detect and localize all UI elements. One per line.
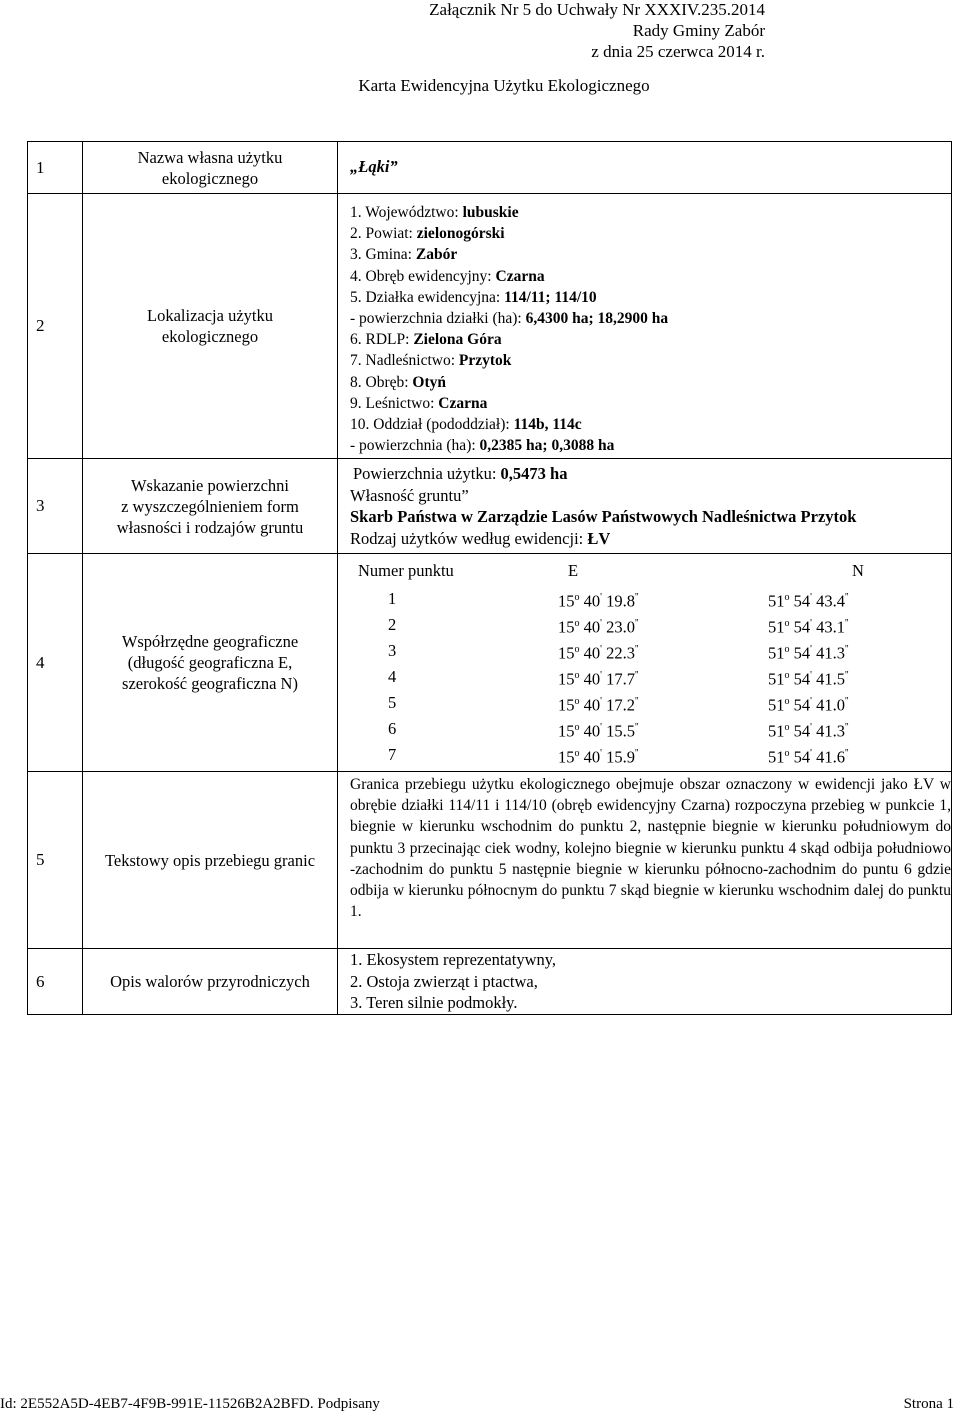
longitude-value: 15$^o$ 40' 23.0'' <box>558 617 639 637</box>
location-item: - powierzchnia (ha): 0,2385 ha; 0,3088 ha <box>350 437 615 455</box>
latitude-value: 51$^o$ 54' 41.0'' <box>768 695 849 715</box>
row-label: Opis walorów przyrodniczych <box>83 949 338 1015</box>
coordinate-row <box>358 716 849 742</box>
coordinates-table <box>358 558 864 584</box>
ownership-value: Skarb Państwa w Zarządzie Lasów Państwowych Nadleśnictwa Przytok <box>350 507 857 526</box>
point-number: 6 <box>388 719 397 739</box>
point-number: 2 <box>388 615 397 635</box>
kind-line: Rodzaj użytków według ewidencji: ŁV <box>350 528 611 548</box>
latitude-value: 51$^o$ 54' 41.3'' <box>768 721 849 741</box>
point-number: 5 <box>388 693 397 713</box>
values-list <box>338 949 952 1015</box>
row-number: 3 <box>28 459 83 554</box>
footer-page: Strona 1 <box>903 1396 954 1412</box>
longitude-value: 15$^o$ 40' 15.9'' <box>558 747 639 767</box>
location-item: 4. Obręb ewidencyjny: Czarna <box>350 267 545 285</box>
coords-header: Numer punktu E N <box>358 561 864 581</box>
longitude-value: 15$^o$ 40' 22.3'' <box>558 643 639 663</box>
header-line-3: z dnia 25 czerwca 2014 r. <box>591 42 765 61</box>
longitude-value: 15$^o$ 40' 17.2'' <box>558 695 639 715</box>
longitude-value: 15$^o$ 40' 19.8'' <box>558 591 639 611</box>
latitude-value: 51$^o$ 54' 41.3'' <box>768 643 849 663</box>
boundary-text: Granica przebiegu użytku ekologicznego obejmuje obszar oznaczony w ewidencji jako ŁV w obrębie działki 114/11 i 114/10 (obręb ewidencyjny Czarna) rozpoczyna przebieg w punkcie 1, biegnie w kierunku wschodnim do punktu 2, następnie biegnie w kierunku południowym do punktu 3 przecinając ciek wodny, kolejno biegnie w kierunku punktu 4 skąd odbija południowo -zachodnim do punktu 5 następnie biegnie w kierunku północno-zachodnim do puntu 6 gdzie odbija w kierunku północnym do punktu 7 skąd biegnie w kierunku wschodnim dalej do punktu 1. <box>338 772 952 949</box>
row-number: 6 <box>28 949 83 1015</box>
location-item: 2. Powiat: zielonogórski <box>350 225 505 243</box>
values-item: 2. Ostoja zwierząt i ptactwa, <box>350 971 538 991</box>
coordinate-row <box>358 586 849 612</box>
coordinate-row <box>358 612 849 638</box>
location-item: 9. Leśnictwo: Czarna <box>350 394 488 412</box>
values-item: 3. Teren silnie podmokły. <box>350 993 518 1013</box>
header-line-2: Rady Gminy Zabór <box>632 21 765 40</box>
latitude-value: 51$^o$ 54' 43.1'' <box>768 617 849 637</box>
coordinate-row <box>358 742 849 768</box>
coordinate-row <box>358 690 849 716</box>
coordinates-cell <box>338 554 952 772</box>
location-list <box>338 194 952 459</box>
coordinates-rows <box>358 586 849 768</box>
location-item: 5. Działka ewidencyjna: 114/11; 114/10 <box>350 288 597 306</box>
footer-id: Id: 2E552A5D-4EB7-4F9B-991E-11526B2A2BFD. Podpisany <box>0 1396 380 1412</box>
surface-line: Powierzchnia użytku: 0,5473 ha <box>353 464 568 483</box>
row-number: 2 <box>28 194 83 459</box>
point-number: 1 <box>388 589 397 609</box>
row-area <box>28 459 952 554</box>
row-label: Lokalizacja użytku ekologicznego <box>83 194 338 459</box>
latitude-value: 51$^o$ 54' 43.4'' <box>768 591 849 611</box>
name-text: „Łąki” <box>350 157 398 176</box>
coordinate-row <box>358 638 849 664</box>
longitude-value: 15$^o$ 40' 15.5'' <box>558 721 639 741</box>
row-label: Wskazanie powierzchni z wyszczególnieniem form własności i rodzajów gruntu <box>83 459 338 554</box>
row-label: Tekstowy opis przebiegu granic <box>83 772 338 949</box>
coordinate-row <box>358 664 849 690</box>
row-label: Współrzędne geograficzne (długość geograficzna E, szerokość geograficzna N) <box>83 554 338 772</box>
area-info <box>338 459 952 554</box>
row-coordinates <box>28 554 952 772</box>
longitude-value: 15$^o$ 40' 17.7'' <box>558 669 639 689</box>
row-values <box>28 949 952 1015</box>
header-line-1: Załącznik Nr 5 do Uchwały Nr XXXIV.235.2014 <box>429 0 765 19</box>
latitude-value: 51$^o$ 54' 41.5'' <box>768 669 849 689</box>
row-label: Nazwa własna użytku ekologicznego <box>83 142 338 194</box>
row-boundary <box>28 772 952 949</box>
row-name <box>28 142 952 194</box>
row-location <box>28 194 952 459</box>
ownership-label: Własność gruntu” <box>350 485 469 505</box>
row-number: 4 <box>28 554 83 772</box>
location-item: 6. RDLP: Zielona Góra <box>350 331 502 349</box>
point-number: 4 <box>388 667 397 687</box>
values-item: 1. Ekosystem reprezentatywny, <box>350 950 557 970</box>
latitude-value: 51$^o$ 54' 41.6'' <box>768 747 849 767</box>
location-item: 7. Nadleśnictwo: Przytok <box>350 352 512 370</box>
location-item: 10. Oddział (pododdział): 114b, 114c <box>350 416 582 434</box>
point-number: 3 <box>388 641 397 661</box>
location-item: 1. Województwo: lubuskie <box>350 204 519 221</box>
location-item: 3. Gmina: Zabór <box>350 246 458 264</box>
document-title: Karta Ewidencyjna Użytku Ekologicznego <box>358 76 650 95</box>
row-number: 5 <box>28 772 83 949</box>
record-table <box>27 141 952 1015</box>
name-value <box>338 142 952 194</box>
row-number: 1 <box>28 142 83 194</box>
location-item: - powierzchnia działki (ha): 6,4300 ha; 18,2900 ha <box>350 310 669 328</box>
point-number: 7 <box>388 745 397 765</box>
location-item: 8. Obręb: Otyń <box>350 373 447 391</box>
